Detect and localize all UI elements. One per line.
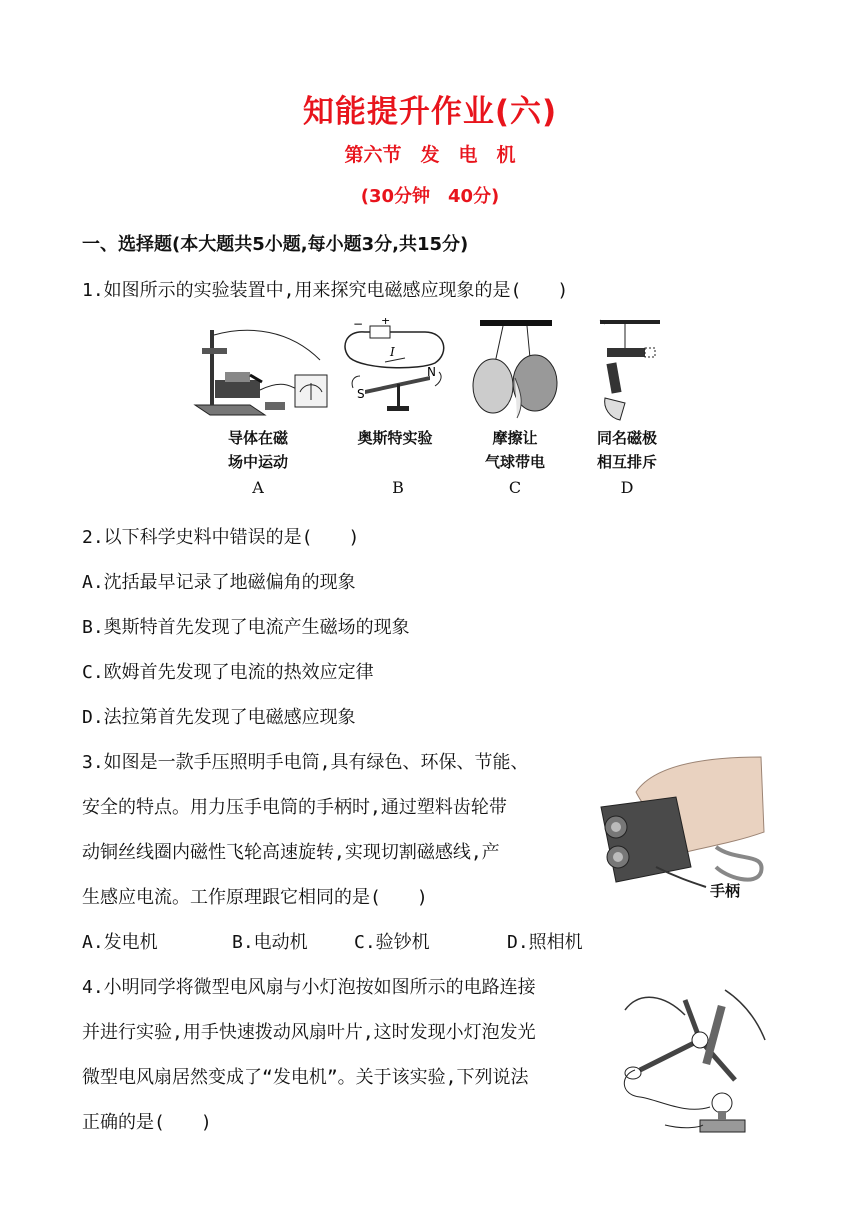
q3-option-a: A.发电机 xyxy=(82,932,158,953)
time-score-info: (30分钟 40分) xyxy=(360,186,500,207)
q3-line-3: 动铜丝线圈内磁性飞轮高速旋转,实现切割磁感线,产 xyxy=(82,842,500,863)
flashlight-handle-label: 手柄 xyxy=(710,882,741,900)
figure-d-caption-1: 同名磁极 xyxy=(596,429,657,447)
figure-a-apparatus xyxy=(190,320,330,425)
figure-b-caption: 奥斯特实验 xyxy=(357,429,433,447)
q3-option-c: C.验钞机 xyxy=(354,932,430,953)
page-title: 知能提升作业(六) xyxy=(302,94,558,130)
q3-line-2: 安全的特点。用力压手电筒的手柄时,通过塑料齿轮带 xyxy=(82,797,507,818)
q2-option-b: B.奥斯特首先发现了电流产生磁场的现象 xyxy=(82,617,410,638)
figure-c-caption-1: 摩擦让 xyxy=(492,429,538,447)
current-label: I xyxy=(390,345,395,359)
flashlight-figure xyxy=(596,752,771,902)
figure-d-caption-2: 相互排斥 xyxy=(596,453,657,471)
q3-option-d: D.照相机 xyxy=(507,932,583,953)
q2-option-c: C.欧姆首先发现了电流的热效应定律 xyxy=(82,662,374,683)
figure-b-oersted xyxy=(335,318,455,418)
figure-c-letter: C xyxy=(508,478,522,497)
figure-d-letter: D xyxy=(620,478,634,497)
q4-line-2: 并进行实验,用手快速拨动风扇叶片,这时发现小灯泡发光 xyxy=(82,1022,536,1043)
q4-line-1: 4.小明同学将微型电风扇与小灯泡按如图所示的电路连接 xyxy=(82,977,536,998)
q4-line-4: 正确的是( ) xyxy=(82,1112,212,1133)
section-heading: 一、选择题(本大题共5小题,每小题3分,共15分) xyxy=(82,234,469,255)
north-label: N xyxy=(427,365,436,379)
q1-stem: 1.如图所示的实验装置中,用来探究电磁感应现象的是( ) xyxy=(82,280,569,301)
figure-a-letter: A xyxy=(252,478,264,497)
q4-line-3: 微型电风扇居然变成了“发电机”。关于该实验,下列说法 xyxy=(82,1067,529,1088)
q2-option-d: D.法拉第首先发现了电磁感应现象 xyxy=(82,707,356,728)
figure-a-caption-2: 场中运动 xyxy=(227,453,288,471)
figure-a-caption-1: 导体在磁 xyxy=(227,429,288,447)
q2-stem: 2.以下科学史料中错误的是( ) xyxy=(82,527,360,548)
fan-bulb-circuit-figure xyxy=(615,985,775,1145)
south-label: S xyxy=(357,387,365,401)
q2-option-a: A.沈括最早记录了地磁偏角的现象 xyxy=(82,572,356,593)
figure-d-magnets xyxy=(595,318,665,423)
q3-line-1: 3.如图是一款手压照明手电筒,具有绿色、环保、节能、 xyxy=(82,752,529,773)
figure-b-letter: B xyxy=(392,478,404,497)
figure-c-balloons xyxy=(465,318,565,428)
q3-line-4: 生感应电流。工作原理跟它相同的是( ) xyxy=(82,887,428,908)
page-subtitle: 第六节 发 电 机 xyxy=(344,144,516,166)
minus-sign: − xyxy=(353,318,364,331)
plus-sign: + xyxy=(381,318,391,327)
q3-option-b: B.电动机 xyxy=(232,932,308,953)
figure-c-caption-2: 气球带电 xyxy=(484,453,545,471)
